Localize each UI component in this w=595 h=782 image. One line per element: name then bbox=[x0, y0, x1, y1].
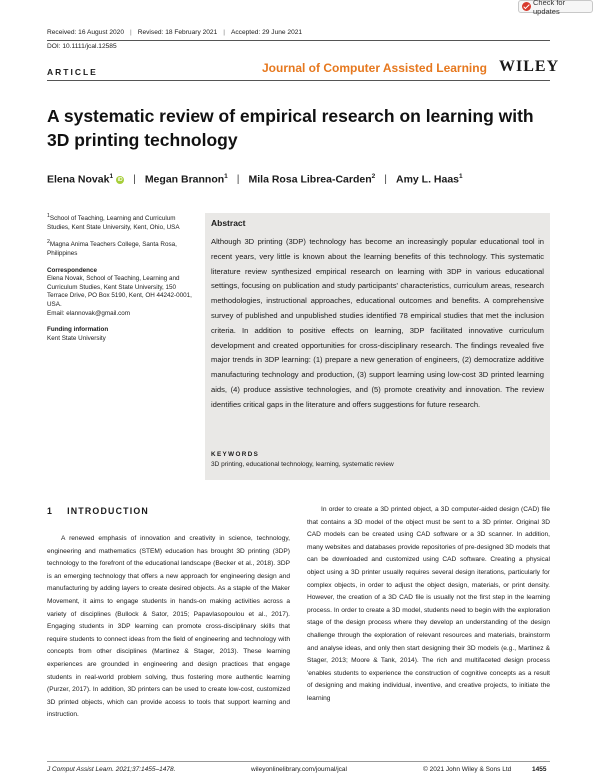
page-number: 1455 bbox=[532, 766, 547, 773]
divider bbox=[47, 80, 550, 81]
publisher-logo: WILEY bbox=[499, 58, 560, 75]
author: Amy L. Haas$^1$ bbox=[396, 173, 463, 186]
article-type-label: ARTICLE bbox=[47, 67, 98, 77]
funding-text: Kent State University bbox=[47, 334, 106, 342]
orcid-icon[interactable]: iD bbox=[117, 176, 123, 183]
abstract-text: Although 3D printing (3DP) technology has become an increasingly popular educational tool in recent years, very little is known about the learning benefits of this technology. This systematic literature review synthesized empirical research on learning with 3DP in various educational settings, focusing on publication and study participants' characteristics, curriculum areas, research methodologies, instructional approaches, educational outcomes and benefits. A comprehensive survey of published and unpublished studies identified 78 empirical studies that met the inclusion criteria. In addition to positive effects on learning, 3DP facilitated innovative curriculum development and created opportunities for cross-disciplinary research. The findings revealed five major trends in 3DP learning: (1) prepare a new generation of engineers, (2) democratize additive manufacturing technology and production, (3) support learning using low-cost 3D printed learning aids, (4) produce assistive technologies, and (5) promote creativity and innovation. The review identifies critical gaps in the literature and offers suggestions for future research. bbox=[211, 237, 544, 409]
section-heading: 1 INTRODUCTION bbox=[47, 506, 149, 516]
correspondence-heading: Correspondence bbox=[47, 266, 98, 274]
abstract-heading: Abstract bbox=[211, 218, 246, 228]
check-for-updates-button[interactable] bbox=[518, 0, 593, 16]
footer-divider bbox=[47, 761, 550, 762]
revised-date: Revised: 18 February 2021 bbox=[137, 29, 218, 36]
keywords: 3D printing, educational technology, learning, systematic review bbox=[211, 461, 394, 468]
correspondence-email[interactable]: Email: elannovak@gmail.com bbox=[47, 309, 131, 317]
author: Megan Brannon$^1$ bbox=[144, 173, 228, 186]
received-date: Received: 16 August 2020 bbox=[47, 29, 124, 36]
journal-name: Journal of Computer Assisted Learning bbox=[262, 61, 487, 75]
body-column-left: A renewed emphasis of innovation and creativity in science, technology, engineering and mathematics (STEM) education has brought 3D printing (3DP) technology to the forefront of the educational landscape (Becker et al., 2018). 3DP is an emerging technology that offers a new approach for engineering design and manufacturing by adding layers to create desired objects. As a staple of the Maker Movement, it aims to engage students in hands-on making activities across a variety of disciplines (Bullock & Sator, 2015; Papavlasopoulou et al., 2017). Engaging students in 3DP learning can promote cross-disciplinary skills that require students to connect ideas from the field of engineering and technology with concepts from other disciplines (Martinez & Stager, 2013). These learning experiences are grounded in engineering and design practices that engage students in real-world problem solving, thus fostering more authentic learning (Purzer, 2017). In addition, 3D printers can be used to create low-cost, customized 3D printed objects, which can provide access to tools that support learning and instruction. bbox=[47, 535, 290, 719]
date-separator: | bbox=[129, 29, 132, 36]
check-updates-label: Check for updates bbox=[533, 0, 566, 16]
author: Mila Rosa Librea-Carden$^2$ bbox=[248, 173, 376, 186]
footer-url[interactable]: wileyonlinelibrary.com/journal/jcal bbox=[251, 766, 347, 773]
date-separator: | bbox=[223, 29, 225, 36]
funding-heading: Funding information bbox=[47, 326, 109, 334]
paper-title: A systematic review of empirical research on learning with 3D printing technology bbox=[47, 106, 534, 150]
author-info-column bbox=[47, 212, 197, 349]
article-dates bbox=[47, 29, 302, 36]
check-updates-icon bbox=[522, 2, 531, 11]
accepted-date: Accepted: 29 June 2021 bbox=[230, 29, 303, 36]
footer-copyright: © 2021 John Wiley & Sons Ltd bbox=[423, 766, 512, 773]
correspondence-text: Elena Novak, School of Teaching, Learning and Curriculum Studies, Kent State University, 150 Terrace Drive, PO Box 5190, Kent, OH 44242-0001, USA. Email: elannovak@gmail.com bbox=[47, 275, 192, 317]
abstract-box bbox=[205, 213, 550, 480]
affiliation: $^1$School of Teaching, Learning and Curriculum Studies, Kent State University, Kent, Ohio, USA bbox=[47, 213, 180, 231]
doi[interactable]: DOI: 10.1111/jcal.12585 bbox=[47, 43, 117, 50]
affiliation: $^2$Magna Anima Teachers College, Santa Rosa, Philippines bbox=[47, 239, 177, 257]
keywords-heading: KEYWORDS bbox=[211, 451, 260, 458]
body-column-right: In order to create a 3D printed object, a 3D computer-aided design (CAD) file that contains a 3D model of the object must be sent to a 3D printer. Original 3D CAD models can be created using CAD software or a 3D scanner. In addition, many websites and databases provide repositories of pre-designed 3D models that can be downloaded and customized using CAD software. Creating a physical object using a 3D printer usually requires several design iterations, particularly for complex objects, in order to adjust the object design, materials, or print density. However, the creation of a 3D CAD file is usually not the first step in the learning process. In order to create a 3D model, students need to begin with the exploration stage of the design process where they develop an understanding of the design challenge through the exploration of relevant resources and materials, brainstorm and analyse ideas, and only then start designing their 3D models (e.g., Martinez & Stager, 2013; Moore & Tank, 2014). The rich and multifaceted design process 'enables students to experience the construction of cognitive concepts as a result of designing and making individual, inventive, and creative projects, to initiate the learning bbox=[307, 506, 550, 702]
divider bbox=[47, 40, 550, 41]
author: Elena Novak$^1$ iD bbox=[47, 173, 123, 186]
footer-citation: J Comput Assist Learn. 2021;37:1455–1478. bbox=[47, 766, 176, 773]
author-list: Elena Novak$^1$ iD | Megan Brannon$^1$ | Mila Rosa Librea-Carden$^2$ | Amy L. Haas$^1$ bbox=[47, 173, 463, 186]
